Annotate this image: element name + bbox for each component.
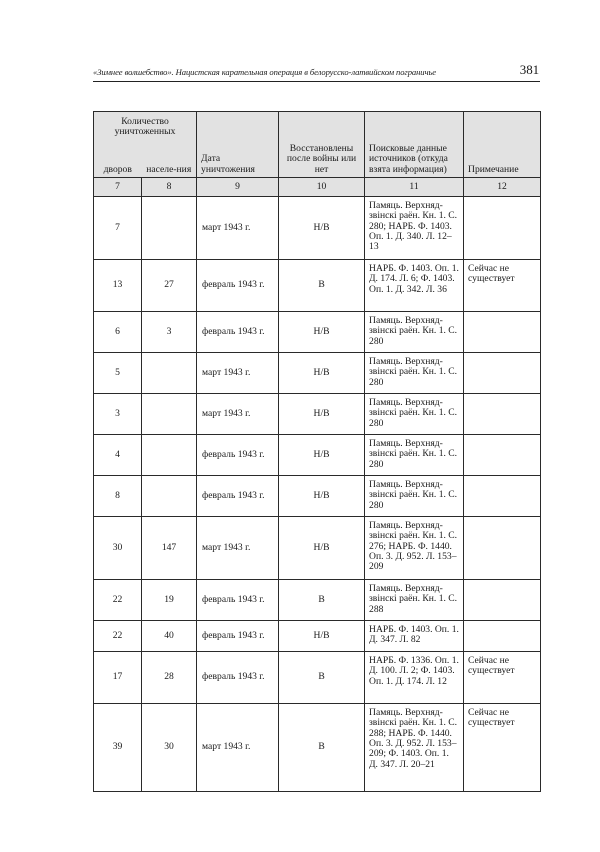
cell-yards: 13 [94, 260, 142, 312]
cell-note [464, 312, 541, 353]
cell-restored: Н/В [279, 435, 365, 476]
column-number: 12 [464, 178, 541, 197]
cell-note [464, 517, 541, 580]
cell-yards: 30 [94, 517, 142, 580]
cell-population: 19 [142, 580, 197, 621]
column-number: 9 [197, 178, 279, 197]
table-row [94, 435, 541, 476]
cell-date: март 1943 г. [197, 704, 279, 792]
header-restored: Восстановлены после войны или нет [279, 112, 365, 178]
cell-restored: Н/В [279, 353, 365, 394]
cell-note [464, 197, 541, 260]
table-row [94, 260, 541, 312]
cell-restored: Н/В [279, 476, 365, 517]
header-rule [93, 81, 540, 82]
table-row [94, 621, 541, 652]
cell-date: февраль 1943 г. [197, 476, 279, 517]
cell-yards: 3 [94, 394, 142, 435]
table-row [94, 353, 541, 394]
cell-yards: 5 [94, 353, 142, 394]
cell-note: Сейчас не существует [464, 260, 541, 312]
destroyed-villages-table [93, 111, 541, 792]
column-number: 7 [94, 178, 142, 197]
cell-population: 27 [142, 260, 197, 312]
cell-population: 40 [142, 621, 197, 652]
cell-note [464, 435, 541, 476]
cell-population [142, 394, 197, 435]
cell-yards: 4 [94, 435, 142, 476]
cell-restored: В [279, 704, 365, 792]
column-numbers-row [94, 178, 541, 197]
cell-note [464, 621, 541, 652]
column-number: 10 [279, 178, 365, 197]
cell-date: февраль 1943 г. [197, 580, 279, 621]
cell-date: февраль 1943 г. [197, 621, 279, 652]
table-row [94, 476, 541, 517]
cell-sources: Памяць. Верхняд-звінскі раён. Кн. 1. С. 280; НАРБ. Ф. 1403. Оп. 1. Д. 340. Л. 12–13 [365, 197, 464, 260]
cell-sources: Памяць. Верхняд-звінскі раён. Кн. 1. С. 280 [365, 312, 464, 353]
cell-restored: Н/В [279, 312, 365, 353]
page-number: 381 [519, 62, 539, 77]
header-date: Дата уничтожения [197, 112, 279, 178]
column-number: 11 [365, 178, 464, 197]
cell-yards: 7 [94, 197, 142, 260]
column-number: 8 [142, 178, 197, 197]
cell-note [464, 476, 541, 517]
cell-sources: Памяць. Верхняд-звінскі раён. Кн. 1. С. 280 [365, 476, 464, 517]
cell-note: Сейчас не существует [464, 704, 541, 792]
cell-sources: НАРБ. Ф. 1336. Оп. 1. Д. 100. Л. 2; Ф. 1403. Оп. 1. Д. 174. Л. 12 [365, 652, 464, 704]
cell-note [464, 353, 541, 394]
cell-population [142, 353, 197, 394]
header-destroyed-group: Количество уничтоженных [94, 112, 197, 148]
cell-population: 30 [142, 704, 197, 792]
table-row [94, 704, 541, 792]
table-row [94, 652, 541, 704]
header-population: населе-ния [142, 147, 197, 178]
cell-restored: В [279, 652, 365, 704]
cell-date: март 1943 г. [197, 394, 279, 435]
cell-note: Сейчас не существует [464, 652, 541, 704]
cell-yards: 22 [94, 580, 142, 621]
cell-restored: Н/В [279, 394, 365, 435]
table-row [94, 312, 541, 353]
cell-restored: Н/В [279, 197, 365, 260]
cell-note [464, 580, 541, 621]
cell-date: март 1943 г. [197, 517, 279, 580]
cell-yards: 6 [94, 312, 142, 353]
table-row [94, 580, 541, 621]
cell-date: март 1943 г. [197, 353, 279, 394]
cell-population [142, 197, 197, 260]
cell-population: 28 [142, 652, 197, 704]
running-head-title: «Зимнее волшебство». Нацистская карательная операция в белорусско-латвийском пограничье [93, 67, 436, 77]
cell-sources: Памяць. Верхняд-звінскі раён. Кн. 1. С. 276; НАРБ. Ф. 1440. Оп. 3. Д. 952. Л. 153–209 [365, 517, 464, 580]
cell-date: март 1943 г. [197, 197, 279, 260]
cell-sources: Памяць. Верхняд-звінскі раён. Кн. 1. С. 280 [365, 353, 464, 394]
cell-yards: 17 [94, 652, 142, 704]
table-row [94, 197, 541, 260]
header-note: Примечание [464, 112, 541, 178]
cell-date: февраль 1943 г. [197, 652, 279, 704]
table-row [94, 394, 541, 435]
cell-restored: Н/В [279, 621, 365, 652]
cell-yards: 8 [94, 476, 142, 517]
cell-restored: В [279, 580, 365, 621]
cell-sources: НАРБ. Ф. 1403. Оп. 1. Д. 174. Л. 6; Ф. 1403. Оп. 1. Д. 342. Л. 36 [365, 260, 464, 312]
cell-sources: Памяць. Верхняд-звінскі раён. Кн. 1. С. 288 [365, 580, 464, 621]
cell-restored: Н/В [279, 517, 365, 580]
header-yards: дворов [94, 147, 142, 178]
cell-sources: Памяць. Верхняд-звінскі раён. Кн. 1. С. 280 [365, 435, 464, 476]
cell-sources: Памяць. Верхняд-звінскі раён. Кн. 1. С. 280 [365, 394, 464, 435]
header-sources: Поисковые данные источников (откуда взята информация) [365, 112, 464, 178]
cell-note [464, 394, 541, 435]
running-head [93, 63, 541, 79]
table-row [94, 517, 541, 580]
cell-population [142, 476, 197, 517]
cell-date: февраль 1943 г. [197, 260, 279, 312]
cell-date: февраль 1943 г. [197, 435, 279, 476]
cell-sources: НАРБ. Ф. 1403. Оп. 1. Д. 347. Л. 82 [365, 621, 464, 652]
cell-yards: 39 [94, 704, 142, 792]
cell-sources: Памяць. Верхняд-звінскі раён. Кн. 1. С. 288; НАРБ. Ф. 1440. Оп. 3. Д. 952. Л. 153–209; Ф. 1403. Оп. 1. Д. 347. Л. 20–21 [365, 704, 464, 792]
cell-restored: В [279, 260, 365, 312]
cell-population: 3 [142, 312, 197, 353]
cell-date: февраль 1943 г. [197, 312, 279, 353]
cell-yards: 22 [94, 621, 142, 652]
cell-population [142, 435, 197, 476]
cell-population: 147 [142, 517, 197, 580]
